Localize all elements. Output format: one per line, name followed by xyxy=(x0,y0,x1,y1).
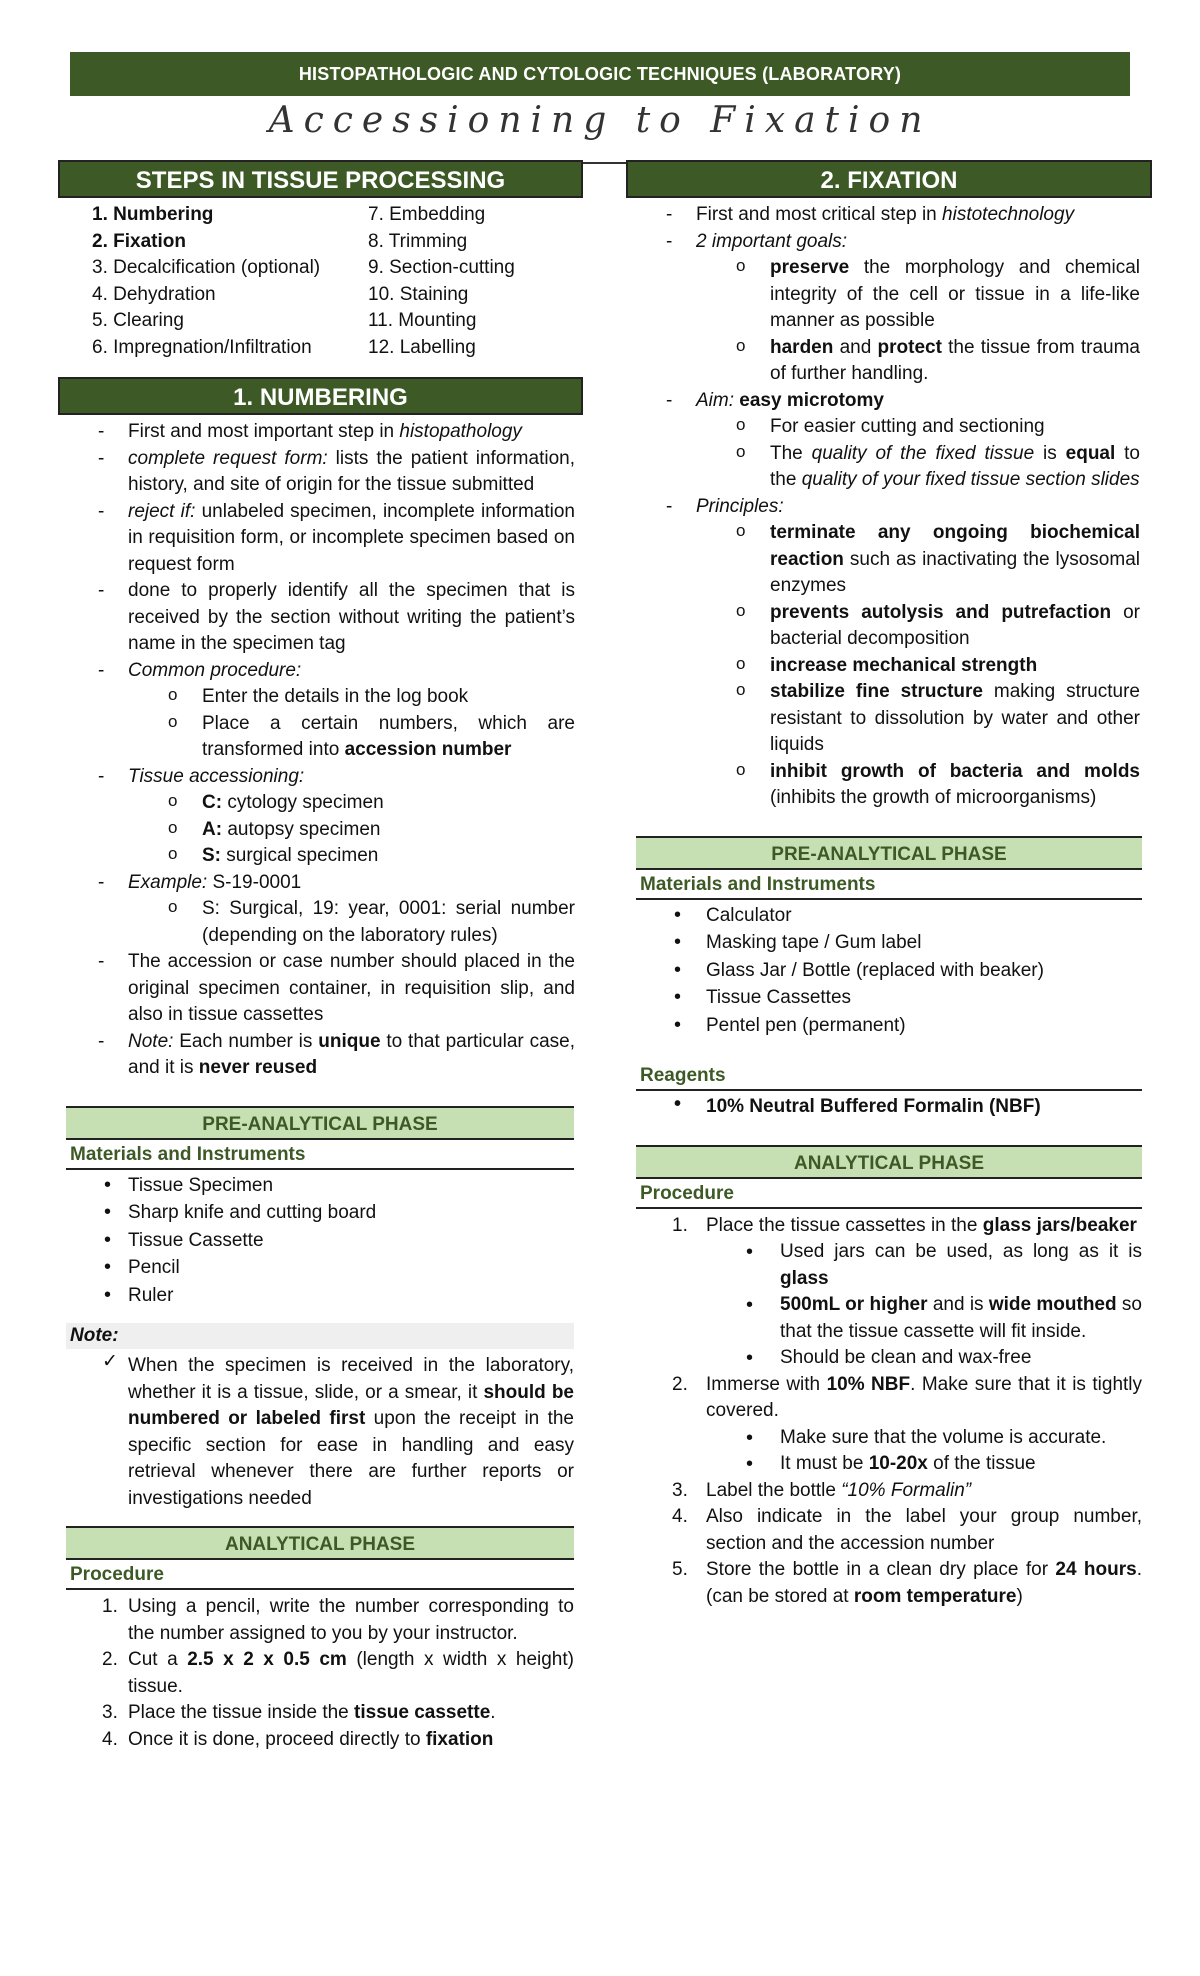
list-item: 2. Immerse with 10% NBF. Make sure that it is tightly covered. xyxy=(672,1373,1143,1421)
list-item: - The accession or case number should placed in the original specimen container, in requisition slip, and also in tissue cassettes xyxy=(58,949,575,1029)
list-item: 4. Once it is done, proceed directly to fixation xyxy=(102,1728,494,1750)
sub-item: o terminate any ongoing biochemical reaction such as inactivating the lysosomal enzymes xyxy=(626,520,1140,600)
page-subtitle: Accessioning to Fixation xyxy=(268,100,932,141)
materials-heading: Materials and Instruments xyxy=(66,1140,574,1170)
list-item: - done to properly identify all the specimen that is received by the section without writing the patient’s name in the specimen tag xyxy=(58,578,575,658)
sub-item: • Should be clean and wax-free xyxy=(636,1345,1142,1372)
section-heading: PRE-ANALYTICAL PHASE xyxy=(636,836,1142,870)
step-item: 8. Trimming xyxy=(368,230,468,252)
sub-item: • Used jars can be used, as long as it is glass xyxy=(636,1239,1142,1292)
sub-item: o C: cytology specimen xyxy=(58,790,575,817)
sub-item: o Enter the details in the log book xyxy=(58,684,575,711)
step-item: 11. Mounting xyxy=(368,310,477,331)
list-item: • Pentel pen (permanent) xyxy=(636,1012,1142,1040)
list-item: • Ruler xyxy=(66,1282,574,1310)
sub-item: o harden and protect the tissue from trauma of further handling. xyxy=(626,335,1140,388)
list-item: - First and most critical step in histotechnology xyxy=(626,202,1140,229)
procedure-heading: Procedure xyxy=(66,1560,574,1590)
procedure-heading: Procedure xyxy=(636,1179,1142,1209)
list-item: 1. Place the tissue cassettes in the glass jars/beaker xyxy=(672,1214,1137,1236)
steps-heading: STEPS IN TISSUE PROCESSING xyxy=(58,160,583,198)
fixation-heading: 2. FIXATION xyxy=(626,160,1152,198)
step-item: 6. Impregnation/Infiltration xyxy=(92,336,312,358)
list-item: - First and most important step in histopathology xyxy=(58,419,575,446)
list-item: 5. Store the bottle in a clean dry place for 24 hours. (can be stored at room temperature) xyxy=(672,1559,1142,1607)
sub-item: o S: Surgical, 19: year, 0001: serial number (depending on the laboratory rules) xyxy=(58,896,575,949)
numbering-pre-analytical xyxy=(66,1106,574,1754)
list-item: - 2 important goals: xyxy=(626,229,1140,256)
list-item: - Principles: xyxy=(626,494,1140,521)
list-item: - Note: Each number is unique to that particular case, and it is never reused xyxy=(58,1029,575,1082)
list-item: • Sharp knife and cutting board xyxy=(66,1199,574,1227)
sub-item: o prevents autolysis and putrefaction or bacterial decomposition xyxy=(626,600,1140,653)
step-item: 1. Numbering xyxy=(92,204,214,225)
list-item: • Tissue Specimen xyxy=(66,1172,574,1200)
list-item: • Masking tape / Gum label xyxy=(636,929,1142,957)
list-item: 2. Cut a 2.5 x 2 x 0.5 cm (length x width x height) tissue. xyxy=(102,1649,574,1697)
step-item: 2. Fixation xyxy=(92,230,186,252)
list-item: 4. Also indicate in the label your group number, section and the accession number xyxy=(672,1506,1142,1554)
step-item: 12. Labelling xyxy=(368,336,476,358)
left-column xyxy=(58,160,583,1753)
materials-heading: Materials and Instruments xyxy=(636,870,1142,900)
step-item: 7. Embedding xyxy=(368,204,486,225)
list-item: 1. Using a pencil, write the number corresponding to the number assigned to you by your instructor. xyxy=(102,1596,574,1644)
step-item: 10. Staining xyxy=(368,283,469,305)
sub-item: o inhibit growth of bacteria and molds (inhibits the growth of microorganisms) xyxy=(626,759,1140,812)
list-item: 3. Place the tissue inside the tissue cassette. xyxy=(102,1702,496,1723)
reagents-heading: Reagents xyxy=(636,1061,1142,1091)
section-heading: ANALYTICAL PHASE xyxy=(66,1526,574,1560)
note-heading: Note: xyxy=(66,1323,574,1349)
sub-item: o preserve the morphology and chemical integrity of the cell or tissue in a life-like manner as possible xyxy=(626,255,1140,335)
sub-item: o stabilize fine structure making structure resistant to dissolution by water and other liquids xyxy=(626,679,1140,759)
right-column xyxy=(626,160,1152,1610)
list-item: - reject if: unlabeled specimen, incomplete information in requisition form, or incomplete specimen based on request form xyxy=(58,499,575,579)
list-item: • Calculator xyxy=(636,902,1142,930)
section-heading: ANALYTICAL PHASE xyxy=(636,1145,1142,1179)
sub-item: o increase mechanical strength xyxy=(626,653,1140,680)
list-item: • Pencil xyxy=(66,1254,574,1282)
numbering-heading: 1. NUMBERING xyxy=(58,377,583,415)
list-item: - complete request form: lists the patient information, history, and site of origin for the tissue submitted xyxy=(58,446,575,499)
sub-item: o The quality of the fixed tissue is equal to the quality of your fixed tissue section slides xyxy=(626,441,1140,494)
list-item: - Tissue accessioning: xyxy=(58,764,575,791)
course-banner: HISTOPATHOLOGIC AND CYTOLOGIC TECHNIQUES (LABORATORY) xyxy=(70,52,1130,96)
sub-item: • Make sure that the volume is accurate. xyxy=(636,1425,1142,1452)
list-item: • Tissue Cassette xyxy=(66,1227,574,1255)
step-item: 5. Clearing xyxy=(92,310,184,331)
list-item: • Glass Jar / Bottle (replaced with beaker) xyxy=(636,957,1142,985)
fixation-pre-analytical xyxy=(636,836,1142,1611)
list-item: 3. Label the bottle “10% Formalin” xyxy=(672,1479,972,1501)
step-item: 9. Section-cutting xyxy=(368,257,515,278)
note-text: ✓ When the specimen is received in the laboratory, whether it is a tissue, slide, or a smear, it should be numbered or labeled first upon the receipt in the specific section for ease in handling and easy retrieval whenever there are further reports or investigations needed xyxy=(66,1349,574,1512)
sub-item: o For easier cutting and sectioning xyxy=(626,414,1140,441)
step-item: 4. Dehydration xyxy=(92,283,216,305)
sub-item: o Place a certain numbers, which are transformed into accession number xyxy=(58,711,575,764)
sub-item: o A: autopsy specimen xyxy=(58,817,575,844)
list-item: • 10% Neutral Buffered Formalin (NBF) xyxy=(636,1091,1142,1121)
step-item: 3. Decalcification (optional) xyxy=(92,257,321,278)
numbering-list xyxy=(58,415,583,1082)
list-item: - Aim: easy microtomy xyxy=(626,388,1140,415)
list-item: - Common procedure: xyxy=(58,658,575,685)
sub-item: • 500mL or higher and is wide mouthed so that the tissue cassette will fit inside. xyxy=(636,1292,1142,1345)
sub-item: o S: surgical specimen xyxy=(58,843,575,870)
list-item: • Tissue Cassettes xyxy=(636,984,1142,1012)
sub-item: • It must be 10-20x of the tissue xyxy=(636,1451,1142,1478)
list-item: - Example: S-19-0001 xyxy=(58,870,575,897)
section-heading: PRE-ANALYTICAL PHASE xyxy=(66,1106,574,1140)
steps-list xyxy=(58,198,583,361)
